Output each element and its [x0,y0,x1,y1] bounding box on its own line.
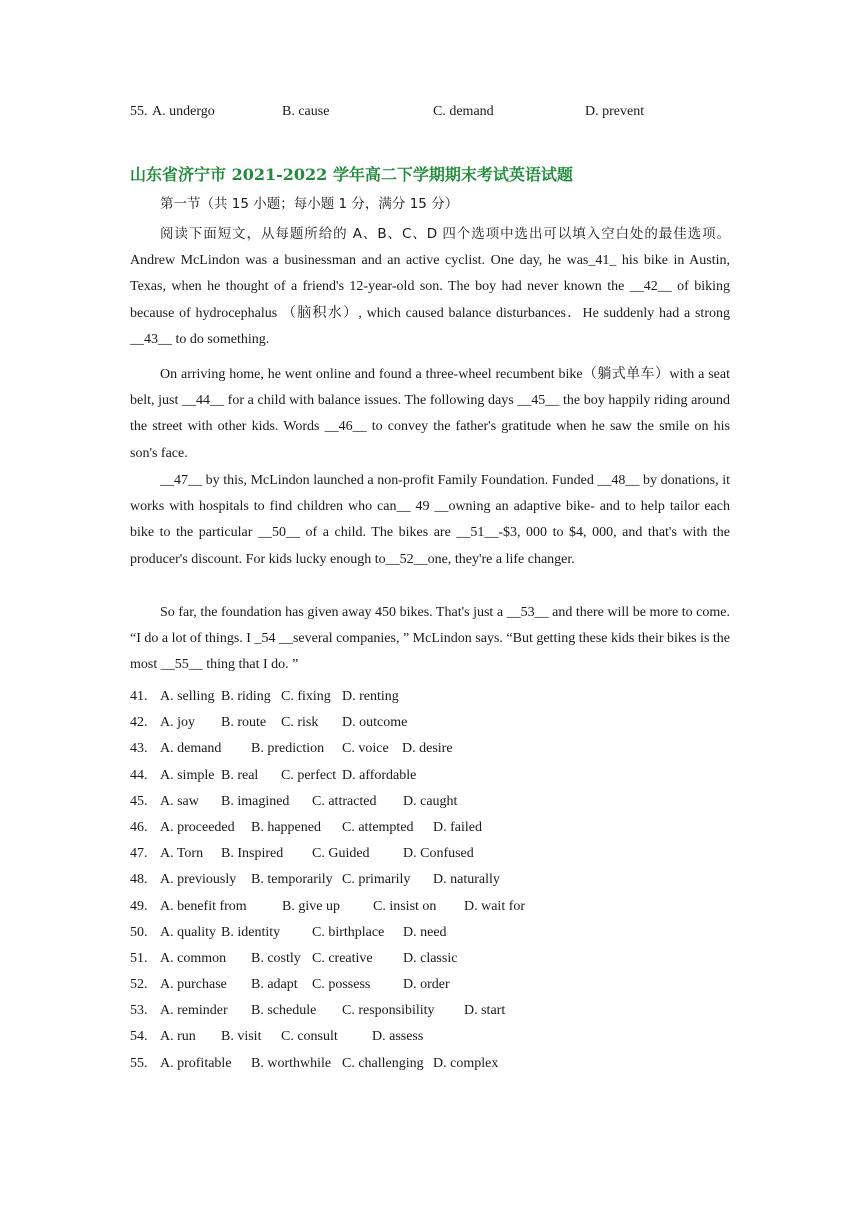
option-b: B. worthwhile [251,1055,332,1071]
option-d: D. caught [403,793,458,809]
option-row [130,974,750,1000]
passage-intro [130,221,730,353]
option-c: C. risk [281,715,319,731]
passage-paragraph-3: __47__ by this, McLindon launched a non-profit Family Foundation. Funded __48__ by donations, it works with hospitals to find children who can__ 49 __owning an adaptive bike- and to help tailor each bike to the particular __50__ of a child. The bikes are __51__-$3, 000 to $4, 000, and that's with the producer's discount. For kids lucky enough to__52__one, they're a life changer. [130,473,730,567]
option-row [130,843,750,869]
option-b: B. cause [282,104,330,119]
option-d: D. wait for [464,898,526,914]
option-row [130,765,750,791]
option-a: A. joy [160,715,195,731]
question-number: 50. [130,924,148,940]
option-b: B. adapt [251,977,298,993]
option-a: A. simple [160,767,215,783]
option-row [130,817,750,843]
option-a: A. saw [160,793,199,809]
option-b: B. identity [221,924,281,940]
question-number: 43. [130,741,148,757]
question-number: 46. [130,819,148,835]
instruction-text: 阅读下面短文，从每题所给的 A、B、C、D 四个选项中选出可以填入空白处的最佳选项。 [160,226,730,242]
option-d: D. naturally [433,872,500,888]
question-number: 51. [130,950,148,966]
option-d: D. desire [402,741,453,757]
option-c: C. responsibility [342,1003,435,1019]
option-row [130,869,750,895]
option-b: B. real [221,767,259,783]
option-row [130,1053,750,1079]
passage-paragraph-4: So far, the foundation has given away 450 bikes. That's just a __53__ and there will be more to come. “I do a lot of things. I _54 __several companies, ” McLindon says. “But getting these kids their bikes is the most __55__ thing that I do. ” [130,605,730,673]
option-d: D. affordable [342,767,417,783]
question-number: 44. [130,767,148,783]
option-b: B. costly [251,950,301,966]
question-number: 53. [130,1003,148,1019]
option-d: D. Confused [403,846,474,862]
option-row [130,948,750,974]
option-b: B. route [221,715,267,731]
question-number: 55. [130,104,148,119]
option-c: C. attempted [342,819,414,835]
question-number: 55. [130,1055,148,1071]
question-number: 45. [130,793,148,809]
option-row [130,1026,750,1052]
option-c: C. insist on [373,898,437,914]
option-b: B. schedule [251,1003,317,1019]
question-number: 48. [130,872,148,888]
question-number: 41. [130,689,148,704]
option-a: A. proceeded [160,819,235,835]
option-c: C. possess [312,977,371,993]
question-number: 49. [130,898,148,914]
option-c: C. attracted [312,793,377,809]
option-row [130,686,750,712]
option-row [130,922,750,948]
option-a: A. profitable [160,1055,232,1071]
question-number: 47. [130,846,148,862]
option-a: A. run [160,1029,196,1045]
option-d: D. order [403,977,450,993]
options-list [130,686,750,1079]
exam-title: 山东省济宁市 2021-2022 学年高二下学期期末考试英语试题 [130,165,573,184]
passage-paragraph-2: On arriving home, he went online and found a three-wheel recumbent bike（躺式单车）with a seat belt, just __44__ for a child with balance issues. The following days __45__ the boy happily riding around the street with other kids. Words __46__ to convey the father's gratitude when he saw the smile on his son's face. [130,367,730,461]
option-b: B. give up [282,898,340,914]
option-c: C. creative [312,950,373,966]
option-c: C. voice [342,741,389,757]
section-header: 第一节（共 15 小题；每小题 1 分，满分 15 分） [160,196,459,212]
option-row [130,896,750,922]
question-number: 42. [130,715,148,731]
option-d: D. prevent [585,104,645,119]
option-b: B. visit [221,1029,262,1045]
option-d: D. classic [403,950,458,966]
option-d: D. outcome [342,715,408,731]
option-b: B. temporarily [251,872,333,888]
option-a: A. purchase [160,977,227,993]
option-c: C. demand [433,104,494,119]
option-d: D. renting [342,689,399,704]
option-row [130,791,750,817]
option-d: D. assess [372,1029,424,1045]
option-row [130,738,750,764]
option-a: A. Torn [160,846,204,862]
option-a: A. undergo [152,104,215,119]
option-c: C. perfect [281,767,337,783]
option-a: A. demand [160,741,222,757]
option-c: C. primarily [342,872,411,888]
passage-paragraph-1: Andrew McLindon was a businessman and an active cyclist. One day, he was_41_ his bike in Austin, Texas, when he thought of a friend's 12-year-old son. The boy had never known the __42__ of biking because of hydrocephalus （脑积水）, which caused balance disturbances．He suddenly had a strong __43__ to do something. [130,253,730,347]
previous-question-row [130,104,750,124]
option-c: C. birthplace [312,924,385,940]
option-a: A. previously [160,872,237,888]
option-c: C. challenging [342,1055,424,1071]
option-a: A. reminder [160,1003,228,1019]
option-row [130,712,750,738]
option-a: A. common [160,950,227,966]
option-b: B. happened [251,819,321,835]
question-number: 54. [130,1029,148,1045]
option-a: A. quality [160,924,216,940]
option-b: B. riding [221,689,271,704]
option-c: C. fixing [281,689,331,704]
option-b: B. prediction [251,741,325,757]
question-number: 52. [130,977,148,993]
option-b: B. Inspired [221,846,284,862]
option-d: D. need [403,924,447,940]
option-d: D. start [464,1003,506,1019]
option-c: C. Guided [312,846,370,862]
option-a: A. selling [160,689,215,704]
option-d: D. failed [433,819,482,835]
option-c: C. consult [281,1029,338,1045]
option-a: A. benefit from [160,898,247,914]
option-d: D. complex [433,1055,499,1071]
option-row [130,1000,750,1026]
option-b: B. imagined [221,793,290,809]
